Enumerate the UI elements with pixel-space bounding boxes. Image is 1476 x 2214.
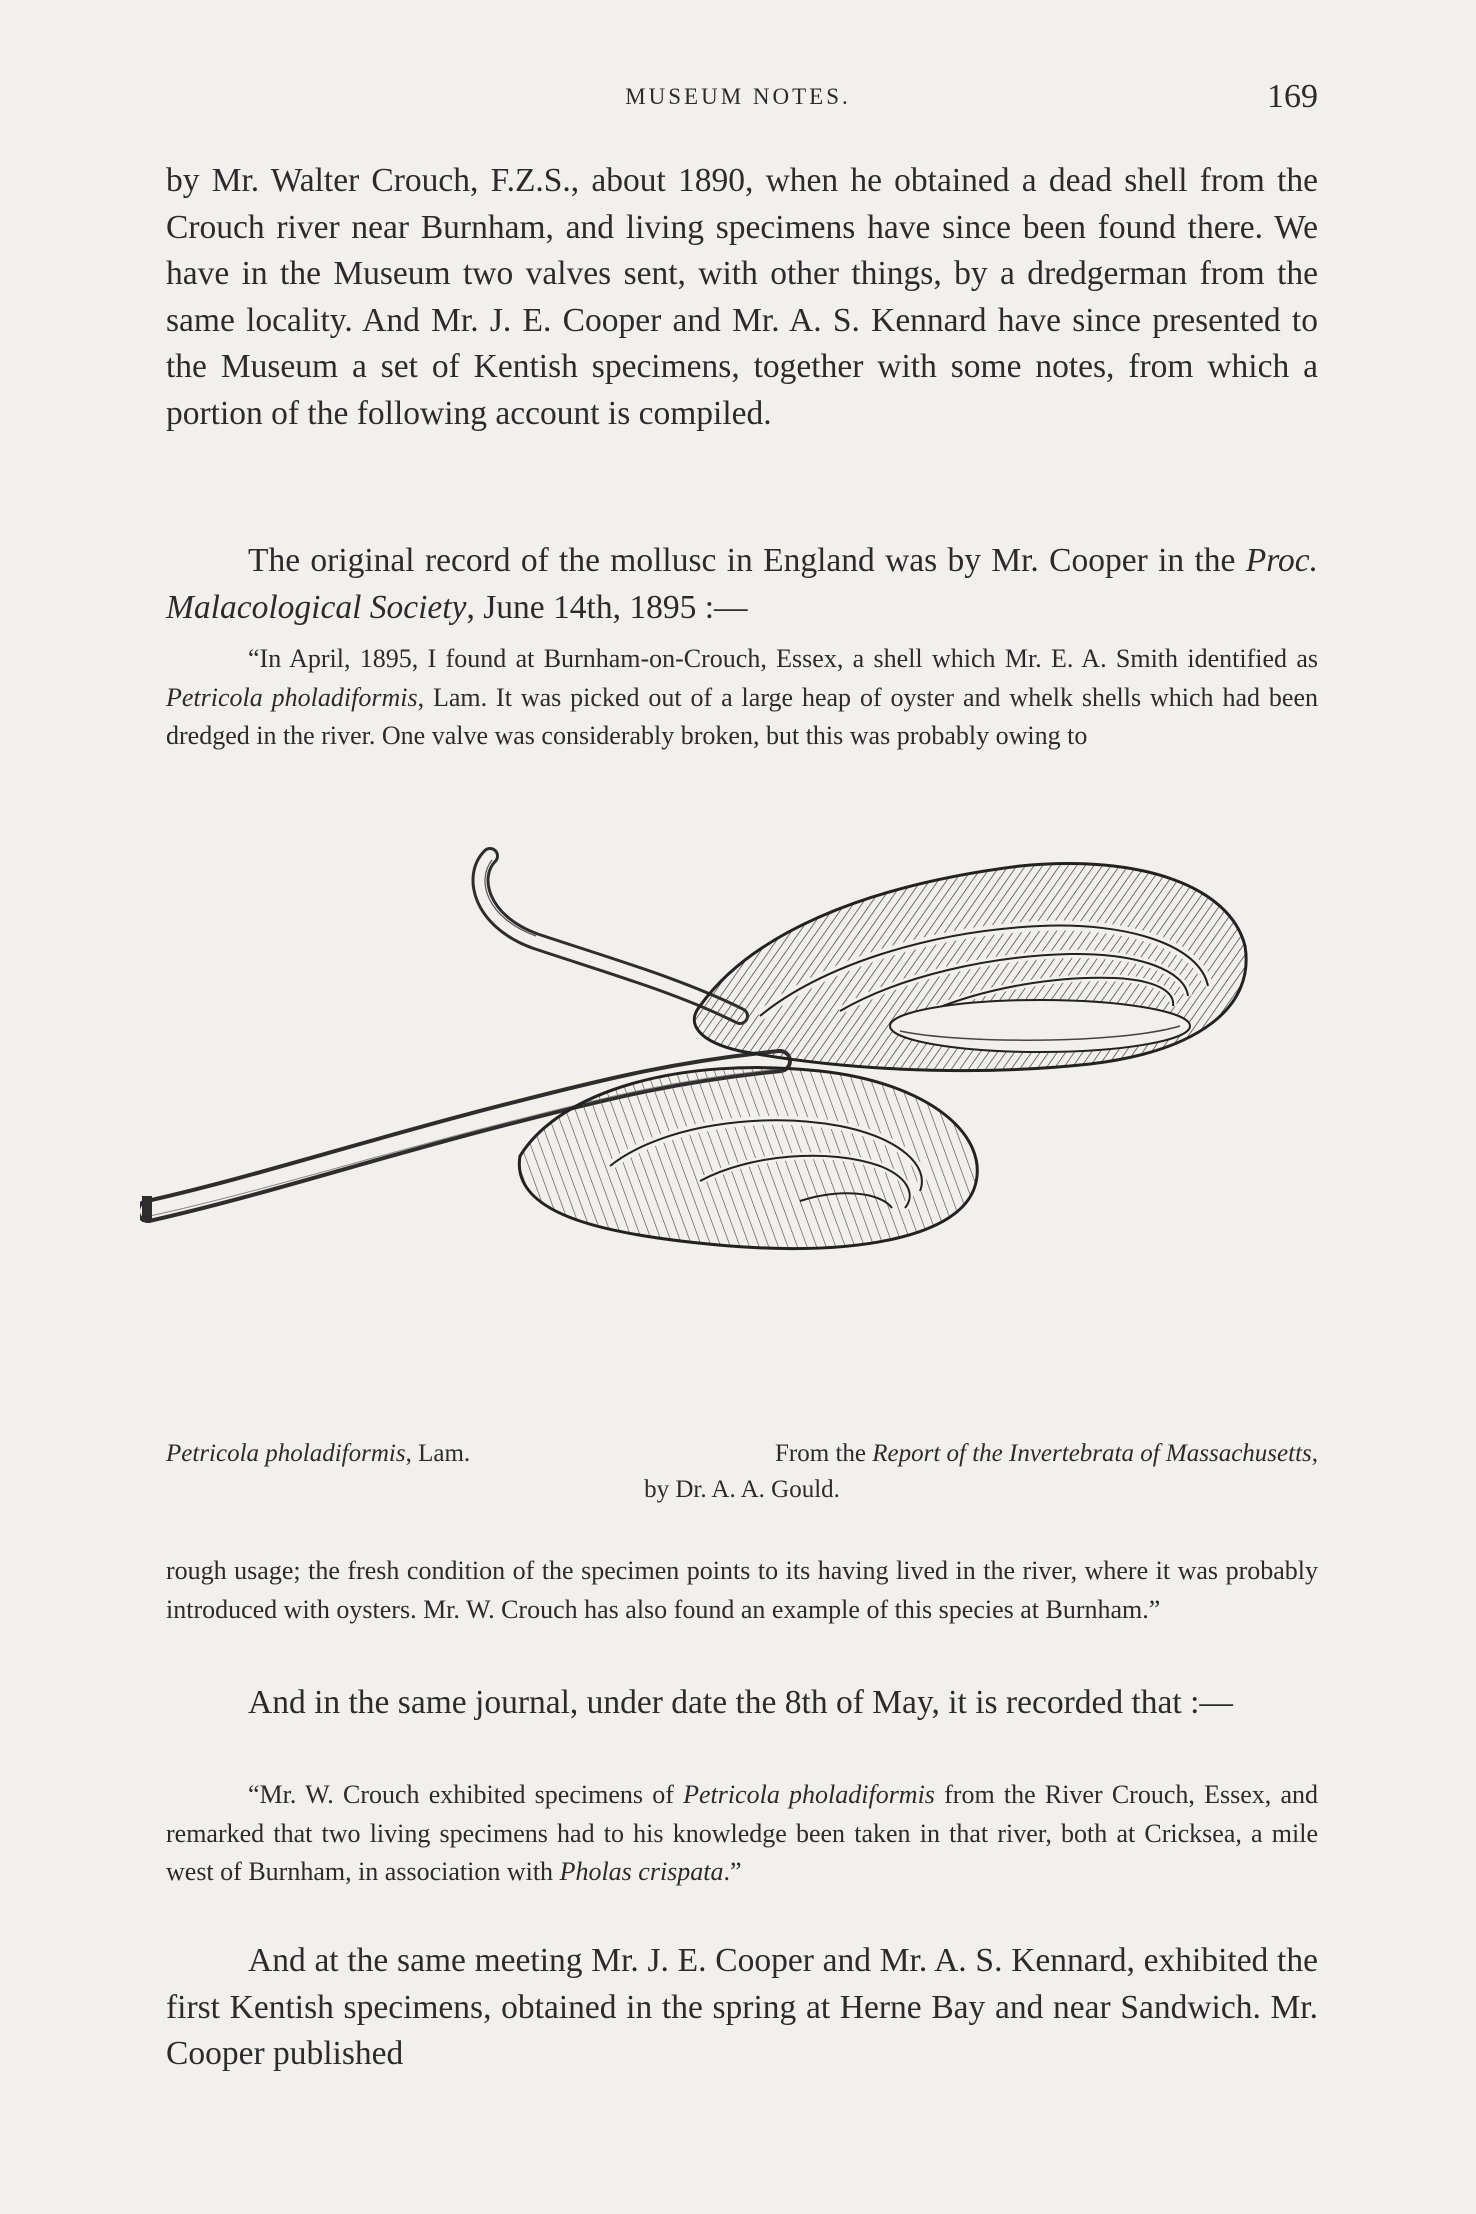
caption-species-name: Petricola pholadiformis [166, 1440, 406, 1467]
page-number: 169 [1267, 78, 1318, 115]
caption-line-1 [166, 1436, 1318, 1472]
quote-2-text-c: .” [723, 1857, 742, 1886]
caption-author: by Dr. A. A. Gould. [644, 1476, 840, 1503]
paragraph-1: by Mr. Walter Crouch, F.Z.S., about 1890, when he obtained a dead shell from the Crouch river near Burnham, and living specimens have since been found there. We have in the Museum two valves sent, with other things, by a dredgerman from the same locality. And Mr. J. E. Cooper and Mr. A. S. Kennard have since presented to the Museum a set of Kentish specimens, together with some notes, from which a portion of the following account is compiled. [166, 162, 1318, 432]
caption-report-title: Report of the Invertebrata of Massachusetts, [872, 1440, 1318, 1467]
quote-2-text-b: from the River Crouch, Essex, and remarked that two living specimens had to his knowledge been taken in that river, both at Cricksea, a mile west of Burnham, in association with [166, 1780, 1318, 1886]
quote-1-text-b: , Lam. It was picked out of a large heap of oyster and whelk shells which had been dredged in the river. One valve was considerably broken, but this was probably owing to [166, 682, 1318, 750]
quote-2-text-a: “Mr. W. Crouch exhibited specimens of [248, 1780, 684, 1809]
species-name: Petricola pholadiformis [166, 682, 418, 712]
quote-2-species-2: Pholas crispata [559, 1857, 724, 1886]
caption-from: From the [775, 1440, 873, 1467]
paragraph-3: And in the same journal, under date the 8th of May, it is recorded that :— [248, 1684, 1233, 1721]
paragraph-2 [166, 538, 1318, 631]
caption-species [166, 1436, 470, 1472]
figure-caption [166, 1436, 1318, 1508]
quote-2-species: Petricola pholadiformis [683, 1780, 935, 1809]
paragraph-2-date: , June 14th, 1895 :— [466, 588, 748, 626]
running-title: MUSEUM NOTES. [625, 84, 851, 109]
paragraph-2-text: The original record of the mollusc in England was by Mr. Cooper in the [248, 542, 1246, 579]
quote-1-continued: rough usage; the fresh condition of the specimen points to its having lived in the river, where it was probably introduced with oysters. Mr. W. Crouch has also found an example of this species at Burnham.” [166, 1556, 1318, 1624]
paragraph-4: And at the same meeting Mr. J. E. Cooper and Mr. A. S. Kennard, exhibited the first Kentish specimens, obtained in the spring at Herne Bay and near Sandwich. Mr. Cooper published [166, 1942, 1318, 2072]
journal-title: Proc. Malacological Society [166, 542, 1318, 626]
quote-1-text-a: “In April, 1895, I found at Burnham-on-Crouch, Essex, a shell which Mr. E. A. Smith identified as [248, 644, 1318, 673]
caption-source [775, 1436, 1318, 1472]
quote-2 [166, 1776, 1318, 1892]
running-head [0, 78, 1476, 118]
shell-engraving-illustration-icon [140, 836, 1350, 1426]
caption-species-author: , Lam. [405, 1440, 471, 1467]
quote-1 [166, 640, 1318, 756]
